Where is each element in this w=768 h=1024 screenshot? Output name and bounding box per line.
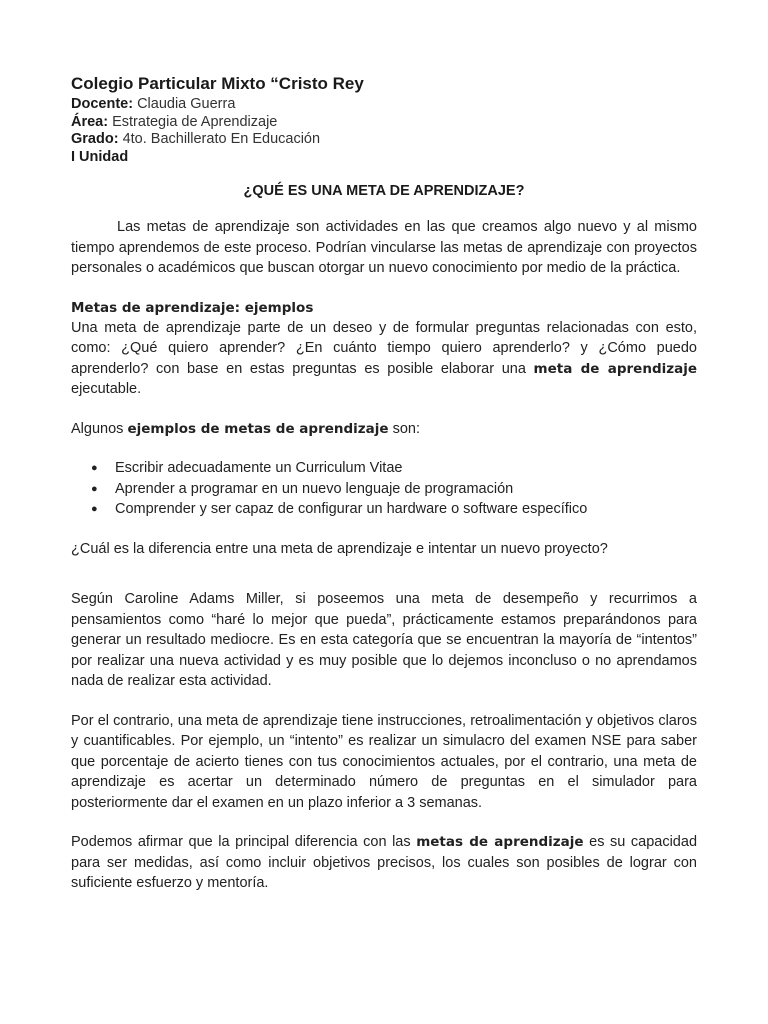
conclusion-bold: metas de aprendizaje: [416, 834, 584, 850]
docente-line: [71, 96, 697, 114]
lead-before: Algunos: [71, 420, 128, 437]
unidad-line: [71, 149, 697, 167]
unidad-label: I Unidad: [71, 148, 129, 165]
contrario-paragraph: Por el contrario, una meta de aprendizaje tiene instrucciones, retroalimentación y objetivos claros y cuantificables. Por ejemplo, un “intento” es realizar un simulacro del examen NSE para saber que porcentaje de acierto tienes con tus conocimientos actuales, por el contrario, una meta de aprendizaje es acertar un determinado número de preguntas en el simulador para posteriormente dar el examen en un plazo inferior a 3 semanas.: [71, 712, 697, 811]
conclusion-after: es su capacidad para ser medidas, así como incluir objetivos precisos, los cuales son posibles de lograr con suficiente esfuerzo y mentoría.: [71, 834, 698, 891]
conclusion-paragraph: [71, 832, 697, 894]
grado-value: 4to. Bachillerato En Educación: [122, 131, 321, 147]
docente-label: Docente:: [71, 96, 134, 112]
list-item-text: Escribir adecuadamente un Curriculum Vitae: [115, 460, 403, 476]
bullet-icon: ●: [91, 503, 98, 515]
examples-list: [71, 458, 697, 520]
lead-after: son:: [388, 420, 420, 437]
list-item: [91, 499, 697, 520]
grado-label: Grado:: [71, 131, 119, 147]
area-value: Estrategia de Aprendizaje: [112, 113, 278, 130]
list-item: [91, 458, 697, 479]
list-item-text: Comprender y ser capaz de configurar un hardware o software específico: [115, 501, 588, 517]
section-text-before: Una meta de aprendizaje parte de un deseo y de formular preguntas relacionadas con esto, como: ¿Qué quiero aprender? ¿En cuánto tiempo quiero aprenderlo? y ¿Cómo puedo aprenderlo? con base en estas preguntas es posible elaborar una: [71, 319, 697, 377]
section-heading: Metas de aprendizaje: ejemplos: [71, 299, 314, 316]
section-text-after: ejecutable.: [71, 381, 142, 397]
conclusion-before: Podemos afirmar que la principal diferencia con las: [71, 834, 417, 850]
question-paragraph: ¿Cuál es la diferencia entre una meta de aprendizaje e intentar un nuevo proyecto?: [71, 540, 608, 557]
bullet-icon: ●: [91, 482, 98, 495]
school-name: Colegio Particular Mixto “Cristo Rey: [71, 74, 364, 93]
intro-paragraph: Las metas de aprendizaje son actividades en las que creamos algo nuevo y al mismo tiempo aprendemos de este proceso. Podrían vincularse las metas de aprendizaje con proyectos personales o académicos que buscan otorgar un nuevo conocimiento por medio de la práctica.: [71, 219, 697, 276]
document-title: ¿QUÉ ES UNA META DE APRENDIZAJE?: [243, 183, 525, 199]
examples-lead: [71, 419, 697, 440]
list-item-text: Aprender a programar en un nuevo lenguaje de programación: [115, 480, 514, 497]
examples-section: [71, 298, 697, 400]
document-page: [71, 74, 697, 894]
docente-value: Claudia Guerra: [137, 96, 236, 112]
area-label: Área:: [71, 113, 109, 130]
section-text-bold: meta de aprendizaje: [533, 360, 697, 377]
miller-paragraph: Según Caroline Adams Miller, si poseemos una meta de desempeño y recurrimos a pensamientos como “haré lo mejor que pueda”, prácticamente estamos preparándonos para generar un resultado mediocre. Es en esta categoría que se encuentran la mayoría de “intentos” por realizar una nueva actividad y es muy posible que lo dejemos inconcluso o no aprendamos nada de realizar esta actividad.: [71, 591, 697, 689]
area-line: [71, 114, 697, 132]
section-paragraph: [71, 318, 697, 400]
list-item: [91, 479, 697, 500]
grado-line: [71, 131, 697, 149]
lead-bold: ejemplos de metas de aprendizaje: [127, 420, 389, 437]
bullet-icon: ●: [91, 462, 98, 474]
